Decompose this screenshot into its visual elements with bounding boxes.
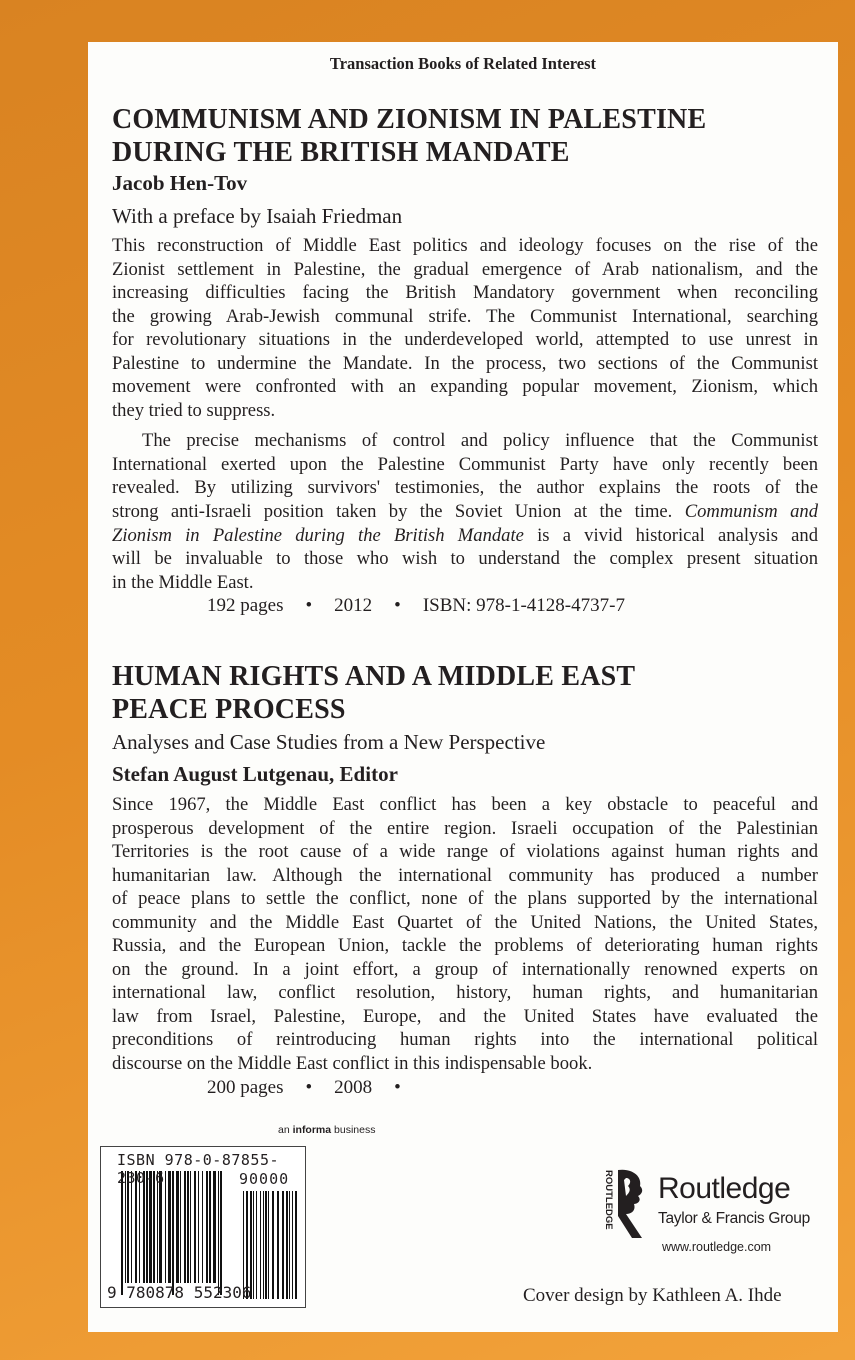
- barcode-bar: [131, 1171, 132, 1283]
- barcode-bar: [159, 1171, 162, 1283]
- book-title-italic: Communism and: [684, 501, 818, 523]
- informa-brand: informa: [292, 1124, 332, 1136]
- barcode-bar: [176, 1171, 179, 1283]
- meta-separator: •: [305, 1076, 313, 1098]
- barcode-bar: [149, 1171, 152, 1283]
- barcode-bar: [135, 1171, 137, 1283]
- barcode-addon-bar: [286, 1191, 288, 1299]
- book-title-italic: Zionism in Palestine during the British Mandate: [112, 524, 524, 546]
- paragraph-gap: [112, 422, 818, 429]
- description-line: for revolutionary situations in the underdeveloped world, attempted to use unrest in: [112, 329, 818, 351]
- book2-subtitle: Analyses and Case Studies from a New Perspective: [112, 730, 546, 754]
- barcode-bar: [139, 1171, 140, 1283]
- book2-description: [112, 793, 818, 1099]
- meta-separator: •: [394, 1076, 401, 1098]
- routledge-head-icon: [598, 1168, 654, 1240]
- barcode-bar: [213, 1171, 216, 1283]
- description-line: law from Israel, Palestine, Europe, and the United States have evaluated the: [112, 1005, 818, 1027]
- barcode-bar: [202, 1171, 203, 1283]
- description-line: Territories is the root cause of a wide range of violations against human rights and: [112, 841, 818, 863]
- description-line: revealed. By utilizing survivors' testimonies, the author explains the roots of the: [112, 477, 818, 499]
- informa-suffix: business: [331, 1124, 376, 1136]
- barcode-addon-bar: [282, 1191, 284, 1299]
- book-meta: [112, 1076, 818, 1100]
- barcode-addon-bar: [256, 1191, 257, 1299]
- description-line: in the Middle East.: [112, 571, 254, 593]
- barcode-bar: [127, 1171, 129, 1283]
- description-line: they tried to suppress.: [112, 399, 276, 421]
- meta-separator: •: [305, 595, 313, 617]
- book2-title-line: PEACE PROCESS: [112, 694, 346, 725]
- barcode-addon: 90000: [239, 1170, 290, 1188]
- barcode-bar: [190, 1171, 191, 1283]
- barcode-addon-bar: [292, 1191, 293, 1299]
- publisher-url[interactable]: www.routledge.com: [662, 1240, 772, 1254]
- barcode-digits: 9 780878 552306: [107, 1283, 252, 1302]
- book1-description: [112, 234, 818, 618]
- barcode-addon-bar: [277, 1191, 279, 1299]
- logo-vertical-text: ROUTLEDGE: [603, 1170, 614, 1230]
- book-meta: [112, 594, 818, 618]
- barcode-bar: [121, 1171, 123, 1295]
- barcode-bar: [143, 1171, 145, 1283]
- description-line: community and the Middle East Quartet of the United Nations, the United States,: [112, 911, 818, 933]
- series-heading: Transaction Books of Related Interest: [329, 54, 597, 73]
- description-line: prosperous development of the entire region. Israeli occupation of the Palestinian: [112, 817, 818, 839]
- book1-preface: With a preface by Isaiah Friedman: [112, 204, 403, 228]
- description-line: Palestine to undermine the Mandate. In the process, two sections of the Communist: [112, 352, 818, 374]
- meta-separator: •: [394, 595, 401, 617]
- book1-title-line: COMMUNISM AND ZIONISM IN PALESTINE: [112, 104, 707, 135]
- barcode-bar: [220, 1171, 222, 1295]
- description-line: increasing difficulties facing the British Mandatory government when reconciling: [112, 282, 818, 304]
- meta-item: ISBN: 978-1-4128-4737-7: [422, 595, 625, 617]
- barcode-bar: [165, 1171, 166, 1283]
- barcode-bar: [180, 1171, 181, 1283]
- barcode-addon-bar: [295, 1191, 297, 1299]
- meta-item: 200 pages: [207, 1076, 284, 1098]
- description-line: movement were confronted with an expanding popular movement, Zionism, which: [112, 376, 818, 398]
- publisher-group: Taylor & Francis Group: [658, 1210, 810, 1227]
- barcode-bar: [184, 1171, 186, 1283]
- description-line: humanitarian law. Although the international community has produced a number: [112, 864, 818, 886]
- barcode-addon-bar: [260, 1191, 261, 1299]
- barcode-addon-bar: [263, 1191, 264, 1299]
- description-line: International exerted upon the Palestine Communist Party have only recently been: [112, 453, 818, 475]
- barcode-bar: [187, 1171, 189, 1283]
- routledge-logo: [598, 1168, 810, 1245]
- informa-prefix: an: [278, 1124, 293, 1136]
- barcode-addon-bar: [272, 1191, 274, 1299]
- barcode-bar: [153, 1171, 155, 1283]
- description-line: international law, conflict resolution, history, human rights, and humanitarian: [112, 982, 818, 1004]
- barcode-addon-bar: [265, 1191, 267, 1299]
- description-line: preconditions of reintroducing human rights into the international political: [112, 1029, 818, 1051]
- description-line: Zionist settlement in Palestine, the gradual emergence of Arab nationalism, and the: [112, 258, 818, 280]
- description-line: Russia, and the European Union, tackle the problems of deteriorating human rights: [112, 935, 818, 957]
- barcode-addon-bar: [268, 1191, 269, 1299]
- description-line: Since 1967, the Middle East conflict has been a key obstacle to peaceful and: [112, 794, 818, 815]
- description-line: discourse on the Middle East conflict in this indispensable book.: [112, 1053, 593, 1075]
- barcode-bar: [168, 1171, 171, 1283]
- description-line: The precise mechanisms of control and policy influence that the Communist: [142, 430, 818, 452]
- description-text: strong anti-Israeli position taken by the Soviet Union at the time.: [112, 501, 685, 523]
- back-cover-panel: [88, 42, 838, 1332]
- book1-title: [112, 103, 706, 169]
- barcode-bar: [209, 1171, 211, 1283]
- book2-title-line: HUMAN RIGHTS AND A MIDDLE EAST: [112, 661, 636, 692]
- barcode-bar: [157, 1171, 158, 1283]
- barcode-bar: [125, 1171, 126, 1283]
- book1-author: Jacob Hen-Tov: [112, 171, 248, 195]
- barcode-addon-bar: [253, 1191, 254, 1299]
- description-line: will be invaluable to those who wish to understand the complex present situation: [112, 548, 818, 570]
- barcode-isbn-label: ISBN 978-0-87855-230-6: [117, 1151, 280, 1187]
- description-line: This reconstruction of Middle East politics and ideology focuses on the rise of the: [112, 235, 818, 256]
- informa-tagline: [278, 1124, 375, 1136]
- description-text: is a vivid historical analysis and: [523, 524, 818, 546]
- book1-title-line: DURING THE BRITISH MANDATE: [112, 137, 570, 168]
- barcode-addon-bar: [289, 1191, 290, 1299]
- barcode-bar: [218, 1171, 219, 1295]
- description-line: the growing Arab-Jewish communal strife. The Communist International, searching: [112, 305, 818, 327]
- book2-title: [112, 660, 635, 726]
- meta-item: 2012: [334, 595, 373, 617]
- description-line: of peace plans to settle the conflict, none of the plans supported by the international: [112, 888, 818, 910]
- barcode-bar: [206, 1171, 208, 1283]
- description-line: on the ground. In a joint effort, a group of internationally renowned experts on: [112, 958, 818, 980]
- description-line: [112, 500, 818, 524]
- publisher-name: Routledge: [658, 1172, 791, 1205]
- description-line: [112, 524, 818, 548]
- barcode-bar: [172, 1171, 174, 1295]
- meta-item: 192 pages: [207, 595, 284, 617]
- isbn-barcode: [100, 1146, 306, 1308]
- barcode-bar: [198, 1171, 199, 1283]
- meta-item: 2008: [334, 1076, 373, 1098]
- barcode-bar: [194, 1171, 196, 1283]
- cover-design-credit: Cover design by Kathleen A. Ihde: [523, 1285, 782, 1306]
- book2-editor: Stefan August Lutgenau, Editor: [112, 762, 398, 786]
- barcode-bar: [146, 1171, 148, 1283]
